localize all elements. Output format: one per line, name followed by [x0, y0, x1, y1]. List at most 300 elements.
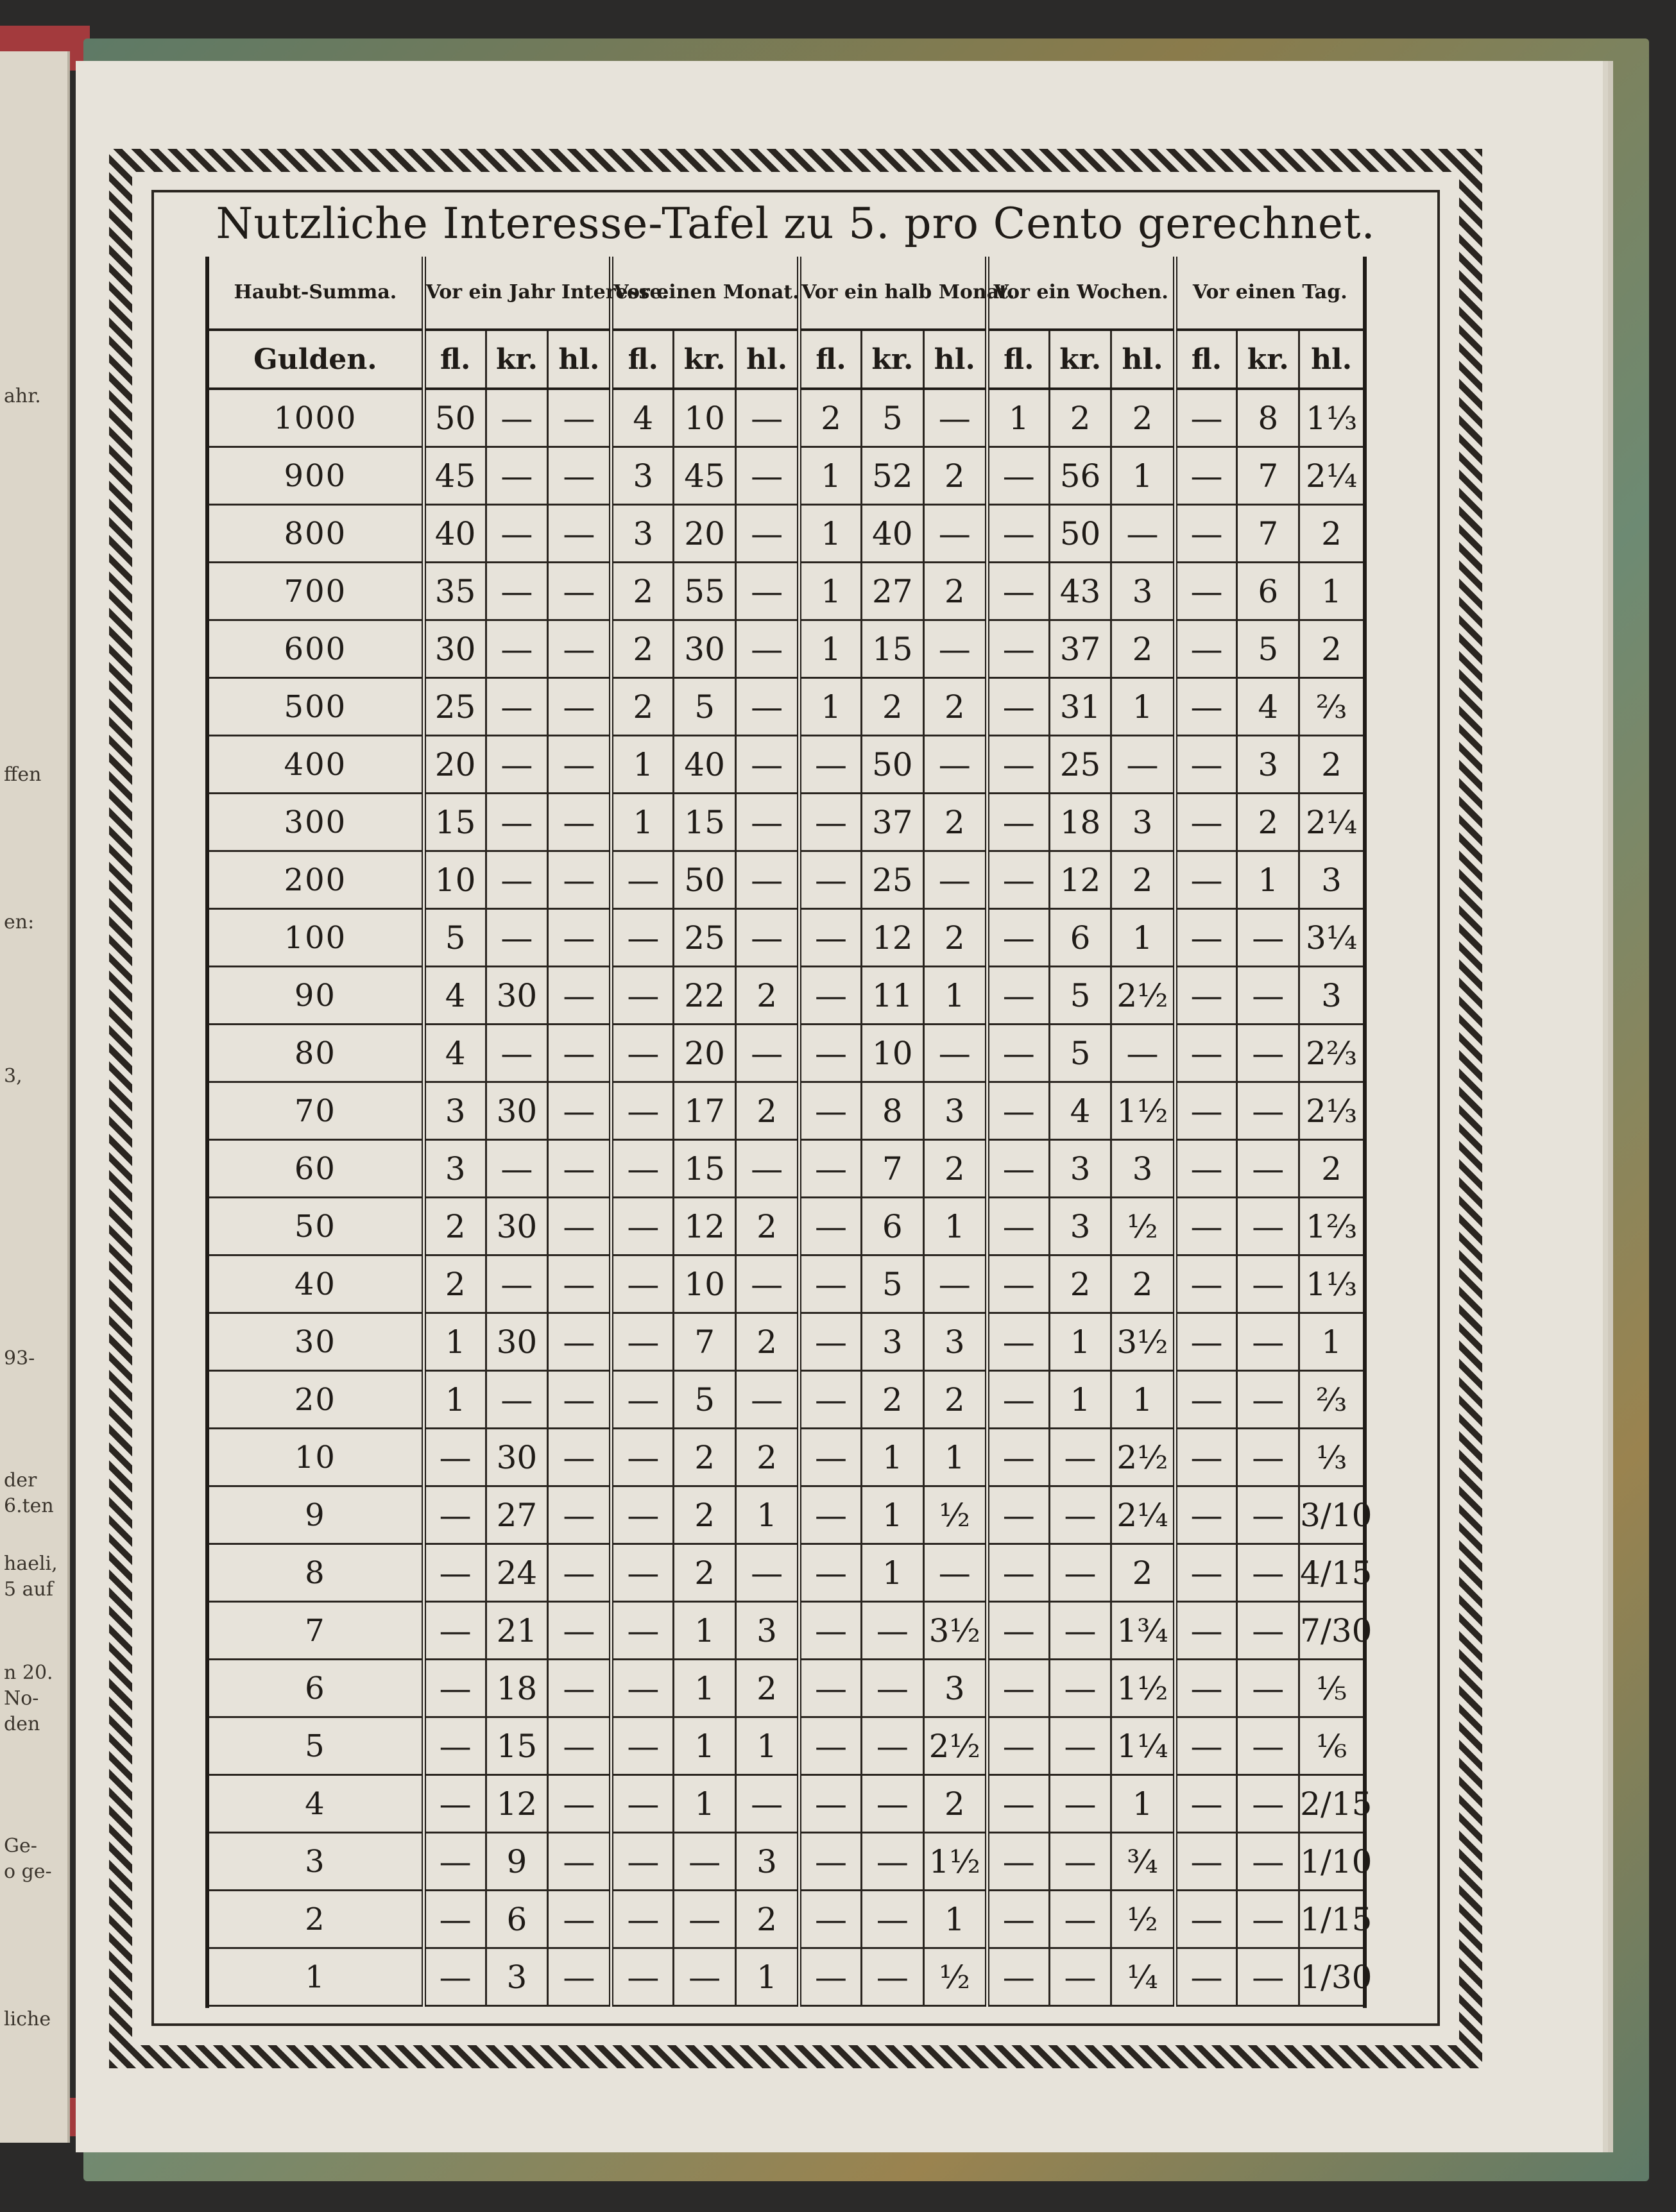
value-cell: 4/15 — [1299, 1544, 1363, 1602]
principal-cell: 4 — [209, 1775, 423, 1833]
left-page-fragment: o ge- — [4, 1860, 52, 1883]
principal-cell: 800 — [209, 505, 423, 563]
value-cell: — — [611, 1486, 674, 1544]
value-cell: 15 — [674, 1140, 736, 1198]
value-cell: 25 — [423, 678, 486, 736]
value-cell: — — [987, 1429, 1049, 1486]
value-cell: — — [1175, 1544, 1237, 1602]
value-cell: 52 — [861, 447, 923, 505]
value-cell: 1 — [800, 620, 862, 678]
value-cell: 1 — [923, 967, 987, 1025]
unit-header: hl. — [1299, 330, 1363, 389]
unit-header: fl. — [800, 330, 862, 389]
principal-cell: 60 — [209, 1140, 423, 1198]
value-cell: — — [611, 1082, 674, 1140]
value-cell: — — [548, 563, 611, 620]
unit-header: fl. — [987, 330, 1049, 389]
value-cell: 2 — [736, 1891, 800, 1948]
value-cell: — — [800, 909, 862, 967]
value-cell: — — [548, 1429, 611, 1486]
left-page-fragment: 93- — [4, 1347, 35, 1370]
value-cell: — — [611, 1313, 674, 1371]
value-cell: 37 — [861, 794, 923, 851]
value-cell: — — [548, 1371, 611, 1429]
value-cell: — — [611, 1429, 674, 1486]
value-cell: — — [987, 1717, 1049, 1775]
value-cell: 2/15 — [1299, 1775, 1363, 1833]
value-cell: 2½ — [1111, 967, 1175, 1025]
value-cell: — — [736, 678, 800, 736]
value-cell: 1 — [736, 1486, 800, 1544]
value-cell: 2 — [1237, 794, 1299, 851]
value-cell: 4 — [423, 967, 486, 1025]
value-cell: — — [736, 1544, 800, 1602]
value-cell: 10 — [861, 1025, 923, 1082]
value-cell: 3½ — [1111, 1313, 1175, 1371]
value-cell: — — [611, 1140, 674, 1198]
principal-cell: 8 — [209, 1544, 423, 1602]
value-cell: 3 — [611, 447, 674, 505]
value-cell: 5 — [1049, 1025, 1111, 1082]
group-header: Vor einen Monat. — [611, 257, 800, 330]
value-cell: — — [987, 1833, 1049, 1891]
value-cell: — — [1175, 1025, 1237, 1082]
value-cell: — — [987, 851, 1049, 909]
value-cell: — — [1175, 1486, 1237, 1544]
value-cell: — — [486, 505, 548, 563]
value-cell: 1 — [1111, 1775, 1175, 1833]
value-cell: 5 — [861, 1255, 923, 1313]
value-cell: — — [674, 1948, 736, 2006]
principal-cell: 80 — [209, 1025, 423, 1082]
value-cell: ½ — [923, 1486, 987, 1544]
value-cell: 2 — [861, 1371, 923, 1429]
value-cell: 2 — [1299, 1140, 1363, 1198]
value-cell: — — [1175, 1602, 1237, 1660]
value-cell: — — [1175, 447, 1237, 505]
value-cell: 30 — [486, 1198, 548, 1255]
value-cell: — — [1237, 1544, 1299, 1602]
value-cell: — — [800, 1833, 862, 1891]
value-cell: 1/10 — [1299, 1833, 1363, 1891]
value-cell: — — [1175, 1255, 1237, 1313]
value-cell: 5 — [674, 678, 736, 736]
value-cell: 50 — [674, 851, 736, 909]
unit-header: Gulden. — [209, 330, 423, 389]
value-cell: — — [1175, 1371, 1237, 1429]
unit-header: fl. — [1175, 330, 1237, 389]
principal-cell: 5 — [209, 1717, 423, 1775]
value-cell: 31 — [1049, 678, 1111, 736]
value-cell: 1 — [861, 1486, 923, 1544]
value-cell: — — [486, 909, 548, 967]
left-page-fragment: den — [4, 1713, 40, 1735]
value-cell: 7 — [674, 1313, 736, 1371]
value-cell: — — [987, 505, 1049, 563]
value-cell: 12 — [486, 1775, 548, 1833]
value-cell: 2 — [1049, 1255, 1111, 1313]
value-cell: — — [611, 1775, 674, 1833]
value-cell: 2 — [674, 1429, 736, 1486]
value-cell: 2 — [1299, 736, 1363, 794]
value-cell: — — [987, 678, 1049, 736]
value-cell: — — [548, 1660, 611, 1717]
value-cell: — — [611, 909, 674, 967]
value-cell: 1 — [987, 389, 1049, 447]
value-cell: 3 — [1111, 794, 1175, 851]
value-cell: — — [800, 1717, 862, 1775]
value-cell: 2⅓ — [1299, 1082, 1363, 1140]
value-cell: 6 — [1237, 563, 1299, 620]
principal-cell: 2 — [209, 1891, 423, 1948]
value-cell: 10 — [423, 851, 486, 909]
value-cell: 2½ — [1111, 1429, 1175, 1486]
value-cell: — — [423, 1891, 486, 1948]
unit-header: kr. — [674, 330, 736, 389]
value-cell: — — [486, 1255, 548, 1313]
value-cell: 2¼ — [1299, 794, 1363, 851]
value-cell: 1 — [1299, 1313, 1363, 1371]
value-cell: — — [987, 794, 1049, 851]
value-cell: — — [1175, 620, 1237, 678]
value-cell: 2 — [923, 678, 987, 736]
value-cell: 1 — [1111, 909, 1175, 967]
value-cell: — — [987, 967, 1049, 1025]
value-cell: — — [987, 620, 1049, 678]
value-cell: 10 — [674, 1255, 736, 1313]
principal-cell: 500 — [209, 678, 423, 736]
value-cell: 3/10 — [1299, 1486, 1363, 1544]
table-row — [209, 620, 1363, 678]
value-cell: 45 — [674, 447, 736, 505]
value-cell: — — [1175, 1833, 1237, 1891]
value-cell: — — [736, 620, 800, 678]
value-cell: — — [423, 1717, 486, 1775]
value-cell: — — [800, 1891, 862, 1948]
unit-header: kr. — [861, 330, 923, 389]
value-cell: — — [1237, 1313, 1299, 1371]
value-cell: 3 — [1299, 967, 1363, 1025]
value-cell: 1 — [800, 678, 862, 736]
value-cell: — — [1175, 1891, 1237, 1948]
value-cell: — — [800, 1313, 862, 1371]
value-cell: 2 — [611, 563, 674, 620]
value-cell: — — [800, 967, 862, 1025]
table-row — [209, 1025, 1363, 1082]
value-cell: — — [1175, 563, 1237, 620]
value-cell: 3 — [1299, 851, 1363, 909]
value-cell: — — [1049, 1833, 1111, 1891]
value-cell: 1 — [800, 447, 862, 505]
value-cell: — — [800, 1602, 862, 1660]
value-cell: — — [611, 1602, 674, 1660]
value-cell: — — [800, 1660, 862, 1717]
left-page-fragment: n 20. — [4, 1662, 53, 1684]
value-cell: 15 — [674, 794, 736, 851]
value-cell: 3 — [1049, 1140, 1111, 1198]
value-cell: — — [611, 1198, 674, 1255]
value-cell: 12 — [1049, 851, 1111, 909]
value-cell: — — [800, 1486, 862, 1544]
table-row — [209, 1082, 1363, 1140]
value-cell: 2¼ — [1111, 1486, 1175, 1544]
value-cell: — — [1175, 794, 1237, 851]
value-cell: 1/15 — [1299, 1891, 1363, 1948]
value-cell: — — [800, 1544, 862, 1602]
value-cell: 4 — [1049, 1082, 1111, 1140]
principal-cell: 10 — [209, 1429, 423, 1486]
value-cell: — — [1237, 1198, 1299, 1255]
value-cell: — — [1237, 967, 1299, 1025]
value-cell: 20 — [423, 736, 486, 794]
value-cell: 15 — [861, 620, 923, 678]
value-cell: ⅔ — [1299, 678, 1363, 736]
value-cell: — — [800, 794, 862, 851]
value-cell: 3 — [611, 505, 674, 563]
value-cell: — — [1049, 1486, 1111, 1544]
value-cell: 2 — [923, 1371, 987, 1429]
value-cell: — — [736, 389, 800, 447]
value-cell: 15 — [486, 1717, 548, 1775]
value-cell: — — [1237, 1140, 1299, 1198]
value-cell: — — [486, 1140, 548, 1198]
value-cell: — — [987, 1486, 1049, 1544]
value-cell: — — [548, 851, 611, 909]
value-cell: 2 — [674, 1544, 736, 1602]
value-cell: 25 — [1049, 736, 1111, 794]
group-header: Vor ein Wochen. — [987, 257, 1175, 330]
value-cell: — — [1175, 1660, 1237, 1717]
value-cell: — — [736, 1140, 800, 1198]
value-cell: — — [548, 1198, 611, 1255]
value-cell: 7 — [861, 1140, 923, 1198]
value-cell: ⅓ — [1299, 1429, 1363, 1486]
value-cell: — — [674, 1891, 736, 1948]
table-row — [209, 1255, 1363, 1313]
value-cell: — — [548, 967, 611, 1025]
unit-header: hl. — [736, 330, 800, 389]
value-cell: 2 — [923, 909, 987, 967]
value-cell: — — [1175, 967, 1237, 1025]
value-cell: — — [548, 678, 611, 736]
value-cell: 3 — [923, 1082, 987, 1140]
table-row — [209, 1313, 1363, 1371]
value-cell: 20 — [674, 505, 736, 563]
value-cell: — — [1237, 1891, 1299, 1948]
value-cell: 3 — [486, 1948, 548, 2006]
value-cell: — — [987, 1025, 1049, 1082]
value-cell: — — [800, 1255, 862, 1313]
value-cell: — — [861, 1717, 923, 1775]
value-cell: 8 — [861, 1082, 923, 1140]
value-cell: 2¼ — [1299, 447, 1363, 505]
value-cell: — — [1049, 1602, 1111, 1660]
value-cell: — — [611, 1544, 674, 1602]
value-cell: — — [1049, 1948, 1111, 2006]
value-cell: — — [1175, 1082, 1237, 1140]
value-cell: 1⅓ — [1299, 389, 1363, 447]
value-cell: — — [548, 1602, 611, 1660]
principal-cell: 1000 — [209, 389, 423, 447]
left-page-edge — [0, 51, 70, 2143]
value-cell: — — [611, 1660, 674, 1717]
value-cell: — — [1175, 1140, 1237, 1198]
table-row — [209, 1891, 1363, 1948]
value-cell: 2⅔ — [1299, 1025, 1363, 1082]
value-cell: — — [1237, 909, 1299, 967]
value-cell: — — [1237, 1660, 1299, 1717]
value-cell: — — [1237, 1602, 1299, 1660]
value-cell: — — [987, 1891, 1049, 1948]
value-cell: — — [987, 1082, 1049, 1140]
value-cell: 1½ — [1111, 1082, 1175, 1140]
value-cell: — — [1175, 1429, 1237, 1486]
value-cell: — — [1175, 1198, 1237, 1255]
principal-cell: 1 — [209, 1948, 423, 2006]
value-cell: — — [486, 851, 548, 909]
value-cell: 25 — [674, 909, 736, 967]
value-cell: 40 — [674, 736, 736, 794]
value-cell: 4 — [423, 1025, 486, 1082]
value-cell: — — [611, 1025, 674, 1082]
left-page-fragment: liche — [4, 2008, 51, 2030]
left-page-fragment: der — [4, 1469, 37, 1492]
value-cell: 1½ — [923, 1833, 987, 1891]
principal-cell: 200 — [209, 851, 423, 909]
value-cell: — — [923, 389, 987, 447]
group-header: Vor ein Jahr Interesse. — [423, 257, 611, 330]
principal-cell: 900 — [209, 447, 423, 505]
value-cell: — — [736, 447, 800, 505]
value-cell: 3 — [1111, 1140, 1175, 1198]
value-cell: 1 — [674, 1602, 736, 1660]
value-cell: — — [736, 1255, 800, 1313]
value-cell: 12 — [674, 1198, 736, 1255]
unit-header: fl. — [423, 330, 486, 389]
group-header: Vor ein halb Monat. — [800, 257, 988, 330]
value-cell: 3 — [923, 1660, 987, 1717]
value-cell: 5 — [1237, 620, 1299, 678]
value-cell: — — [800, 1082, 862, 1140]
value-cell: — — [1237, 1833, 1299, 1891]
group-header: Haubt-Summa. — [209, 257, 423, 330]
principal-cell: 400 — [209, 736, 423, 794]
value-cell: 1 — [1049, 1371, 1111, 1429]
value-cell: 1 — [674, 1660, 736, 1717]
value-cell: — — [548, 1140, 611, 1198]
value-cell: 2 — [923, 447, 987, 505]
value-cell: — — [486, 678, 548, 736]
value-cell: — — [423, 1833, 486, 1891]
value-cell: 50 — [423, 389, 486, 447]
value-cell: — — [548, 1948, 611, 2006]
value-cell: 9 — [486, 1833, 548, 1891]
unit-header: kr. — [1237, 330, 1299, 389]
value-cell: — — [861, 1948, 923, 2006]
group-header: Vor einen Tag. — [1175, 257, 1363, 330]
value-cell: 2 — [423, 1255, 486, 1313]
value-cell: 2 — [423, 1198, 486, 1255]
principal-cell: 40 — [209, 1255, 423, 1313]
principal-cell: 50 — [209, 1198, 423, 1255]
value-cell: — — [486, 1025, 548, 1082]
unit-header: kr. — [486, 330, 548, 389]
value-cell: — — [423, 1544, 486, 1602]
value-cell: 30 — [486, 1082, 548, 1140]
value-cell: — — [486, 620, 548, 678]
value-cell: 3 — [1111, 563, 1175, 620]
value-cell: — — [1237, 1429, 1299, 1486]
value-cell: 1 — [1299, 563, 1363, 620]
value-cell: 6 — [1049, 909, 1111, 967]
value-cell: — — [423, 1948, 486, 2006]
value-cell: ½ — [923, 1948, 987, 2006]
table-row — [209, 1660, 1363, 1717]
value-cell: — — [1237, 1948, 1299, 2006]
value-cell: — — [548, 1486, 611, 1544]
value-cell: — — [800, 851, 862, 909]
table-row — [209, 1198, 1363, 1255]
value-cell: 1 — [1049, 1313, 1111, 1371]
value-cell: 1 — [1111, 447, 1175, 505]
value-cell: 30 — [486, 1429, 548, 1486]
value-cell: — — [800, 1140, 862, 1198]
value-cell: 3¼ — [1299, 909, 1363, 967]
value-cell: 1½ — [1111, 1660, 1175, 1717]
table-row — [209, 447, 1363, 505]
value-cell: — — [987, 1660, 1049, 1717]
value-cell: 1 — [736, 1717, 800, 1775]
value-cell: — — [800, 1775, 862, 1833]
value-cell: 45 — [423, 447, 486, 505]
value-cell: 40 — [423, 505, 486, 563]
value-cell: 50 — [861, 736, 923, 794]
value-cell: — — [987, 1255, 1049, 1313]
unit-header: kr. — [1049, 330, 1111, 389]
value-cell: 2 — [1111, 620, 1175, 678]
unit-header: hl. — [923, 330, 987, 389]
value-cell: — — [987, 1371, 1049, 1429]
value-cell: 2½ — [923, 1717, 987, 1775]
value-cell: — — [1111, 736, 1175, 794]
value-cell: — — [736, 1025, 800, 1082]
left-page-fragment: en: — [4, 911, 35, 933]
value-cell: — — [486, 794, 548, 851]
value-cell: — — [923, 736, 987, 794]
value-cell: — — [548, 447, 611, 505]
value-cell: — — [1111, 505, 1175, 563]
value-cell: 24 — [486, 1544, 548, 1602]
value-cell: 1 — [674, 1775, 736, 1833]
value-cell: 7 — [1237, 505, 1299, 563]
value-cell: — — [548, 1313, 611, 1371]
table-row — [209, 1775, 1363, 1833]
value-cell: — — [548, 909, 611, 967]
value-cell: — — [987, 563, 1049, 620]
value-cell: — — [548, 620, 611, 678]
table-row — [209, 1544, 1363, 1602]
value-cell: 18 — [1049, 794, 1111, 851]
principal-cell: 300 — [209, 794, 423, 851]
value-cell: 50 — [1049, 505, 1111, 563]
table-row — [209, 736, 1363, 794]
table-row — [209, 967, 1363, 1025]
table-row — [209, 1486, 1363, 1544]
value-cell: — — [1049, 1717, 1111, 1775]
value-cell: 2 — [611, 620, 674, 678]
value-cell: — — [486, 563, 548, 620]
value-cell: ½ — [1111, 1891, 1175, 1948]
